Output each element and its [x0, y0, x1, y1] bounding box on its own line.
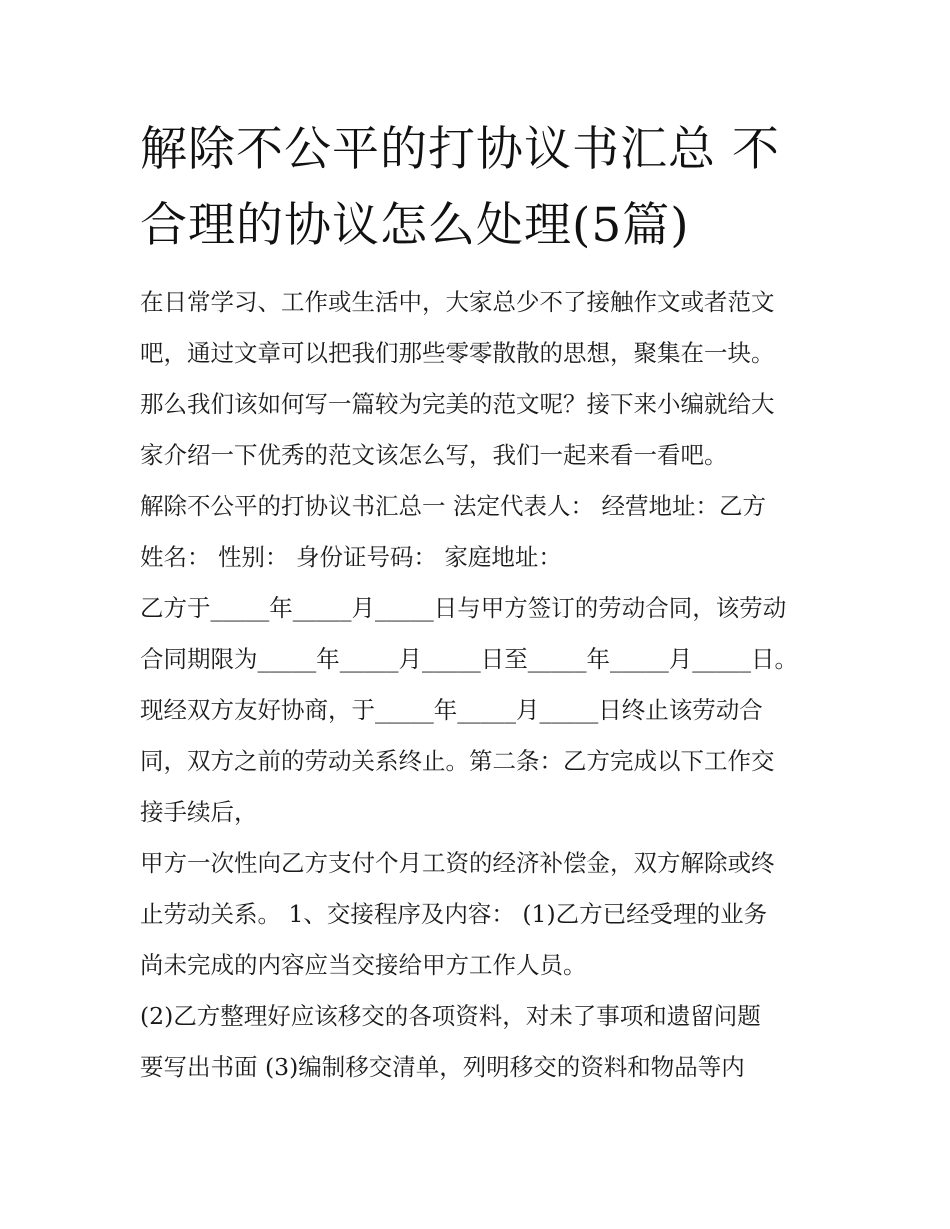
body-line: 家介绍一下优秀的范文该怎么写，我们一起来看一看吧。	[140, 441, 728, 469]
body-line: (2)乙方整理好应该移交的各项资料，对未了事项和遗留问题	[140, 1002, 761, 1030]
body-line: 吧，通过文章可以把我们那些零零散散的思想，聚集在一块。	[140, 339, 775, 367]
body-line: 接手续后，	[140, 798, 258, 826]
body-line: 那么我们该如何写一篇较为完美的范文呢？接下来小编就给大	[140, 390, 775, 418]
document-body	[140, 277, 830, 1093]
body-line: 合同期限为_____年_____月_____日至_____年_____月_____日。	[140, 645, 798, 673]
body-line: 姓名： 性别： 身份证号码： 家庭地址：	[140, 543, 562, 571]
body-line: 尚未完成的内容应当交接给甲方工作人员。	[140, 951, 587, 979]
body-line: 乙方于_____年_____月_____日与甲方签订的劳动合同，该劳动	[140, 594, 787, 622]
title-line: 解除不公平的打协议书汇总 不	[140, 122, 780, 177]
body-line: 止劳动关系。 1、交接程序及内容： (1)乙方已经受理的业务	[140, 900, 768, 928]
document-title	[140, 112, 830, 264]
body-line: 现经双方友好协商，于_____年_____月_____日终止该劳动合	[140, 696, 763, 724]
body-line: 要写出书面 (3)编制移交清单，列明移交的资料和物品等内	[140, 1053, 745, 1081]
body-line: 解除不公平的打协议书汇总一 法定代表人： 经营地址：乙方	[140, 492, 766, 520]
title-line: 合理的协议怎么处理(5篇)	[140, 198, 690, 253]
body-line: 在日常学习、工作或生活中，大家总少不了接触作文或者范文	[140, 288, 775, 316]
body-line: 甲方一次性向乙方支付个月工资的经济补偿金，双方解除或终	[140, 849, 775, 877]
body-line: 同，双方之前的劳动关系终止。第二条：乙方完成以下工作交	[140, 747, 775, 775]
